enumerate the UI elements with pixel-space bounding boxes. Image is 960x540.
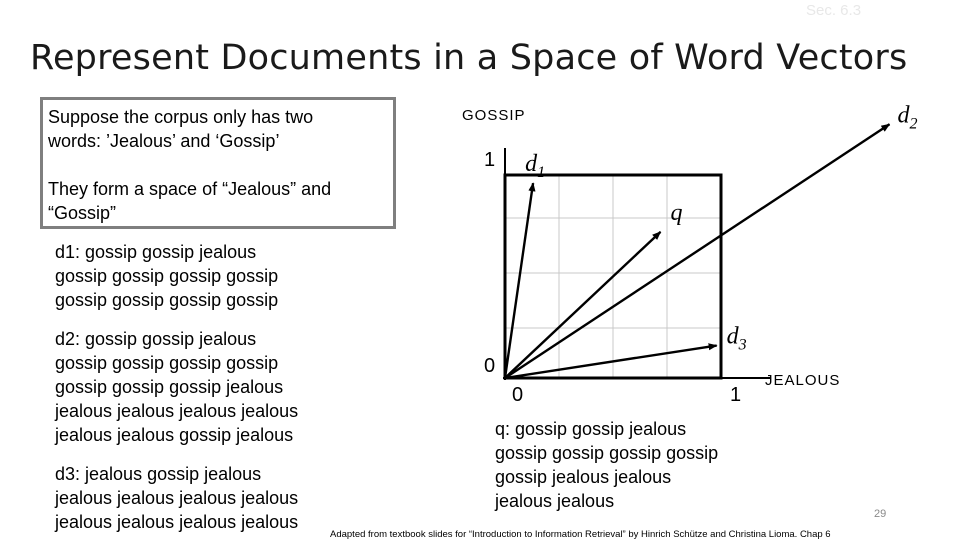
x-tick-0: 0 (512, 384, 524, 406)
vector-label-d1: $d_1$ (525, 151, 546, 182)
doc-d1-line: gossip gossip gossip gossip (55, 290, 279, 310)
vector-d2 (505, 124, 889, 378)
vector-label-d2: $d_2$ (897, 102, 918, 133)
doc-d2-line: d2: gossip gossip jealous (55, 329, 257, 349)
y-tick-0: 0 (484, 355, 496, 377)
vector-q (505, 232, 661, 378)
vector-label-d3: $d_3$ (726, 323, 747, 354)
vector-label-q: q (670, 199, 683, 226)
doc-d3-line: d3: jealous gossip jealous (55, 464, 262, 484)
x-axis-label: JEALOUS (765, 372, 841, 389)
footer-citation: Adapted from textbook slides for “Introduction to Information Retrieval” by Hinrich Schütze and Christina Lioma. Chap 6 (330, 529, 831, 540)
doc-q-line: jealous jealous (495, 491, 615, 511)
doc-d1-line: d1: gossip gossip jealous (55, 242, 257, 262)
doc-d2-line: jealous jealous jealous jealous (55, 401, 299, 421)
doc-q-line: q: gossip gossip jealous (495, 419, 687, 439)
section-label: Sec. 6.3 (806, 2, 862, 19)
callout-line-4: “Gossip” (48, 203, 117, 223)
x-tick-1: 1 (730, 384, 742, 406)
doc-q-line: gossip gossip gossip gossip (495, 443, 719, 463)
doc-d3 (55, 462, 298, 534)
vector-space-figure (450, 98, 918, 408)
callout-line-1: Suppose the corpus only has two (48, 107, 314, 127)
doc-d2 (55, 327, 298, 447)
doc-d2-line: gossip gossip gossip jealous (55, 377, 284, 397)
y-axis-label: GOSSIP (462, 107, 526, 124)
vectors (505, 102, 917, 378)
doc-q (495, 417, 718, 513)
callout-box (40, 97, 396, 229)
vector-d3 (505, 346, 717, 378)
callout-line-3: They form a space of “Jealous” and (48, 179, 332, 199)
doc-d3-line: jealous jealous jealous jealous (55, 512, 299, 532)
doc-d2-line: jealous jealous gossip jealous (55, 425, 294, 445)
vector-d1 (505, 183, 533, 378)
callout-line-2: words: ’Jealous’ and ‘Gossip’ (48, 131, 280, 151)
doc-q-line: gossip jealous jealous (495, 467, 672, 487)
doc-d1-line: gossip gossip gossip gossip (55, 266, 279, 286)
doc-d1 (55, 240, 278, 312)
doc-d2-line: gossip gossip gossip gossip (55, 353, 279, 373)
y-tick-1: 1 (484, 149, 496, 171)
page-number: 29 (874, 508, 887, 520)
doc-d3-line: jealous jealous jealous jealous (55, 488, 299, 508)
slide-title: Represent Documents in a Space of Word Vectors (30, 38, 908, 78)
